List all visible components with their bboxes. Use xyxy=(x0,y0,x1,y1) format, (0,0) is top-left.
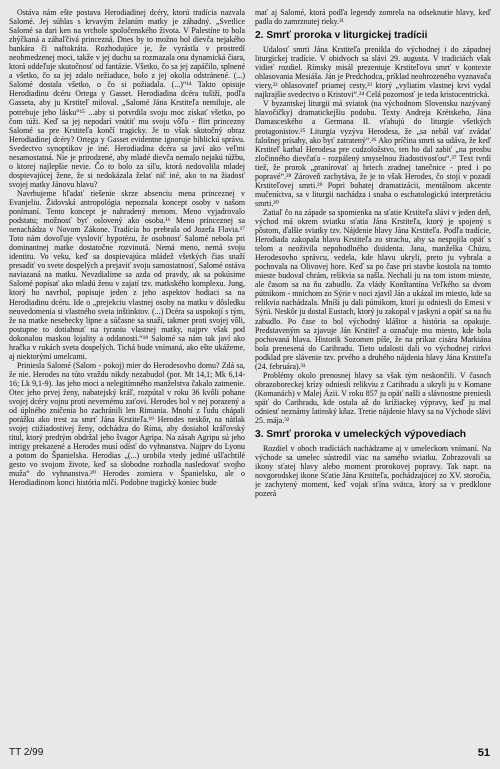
paragraph: mať aj Salomé, ktorá podľa legendy zomrela na odseknutie hlavy, keď padla do zamrznutej rieky.²¹ xyxy=(255,8,491,27)
text-columns xyxy=(9,8,492,744)
paragraph: Udalosť smrti Jána Krstiteľa prenikla do východnej i do západnej liturgickej tradície. V obidvoch sa slávi 29. augusta. V tradiciách však vidieť rozdiel. Rímsky misál prezentuje Krstiteľovu smrť v kontexte ohlasovania Mesiáša. Ján je Predchodca, príklad neohrozeného vyznavača viery,²² ohlasovateľ priamej cesty,²³ ktorý „vyliatím vlastnej krvi vydal najkrajšie svedectvo o Kristovi“.²⁴ Celá pozornosť je teda kristocentrická. xyxy=(255,45,491,100)
paragraph: Rozdiel v oboch tradíciách nachádzame aj v umeleckom vnímaní. Na východe sa umelec sústredil viac na samého sviatku. Zobrazovali sa ikony sťatej hlavy alebo moment prorokovej popravy. Tak napr. na novgorodskej ikone Sťatie Jána Krstiteľa, pochádzajúcej zo XV. storočia, je zachytený moment, keď vojak sťína svätca, ktorý sa v predklone pozerá xyxy=(255,444,491,499)
paragraph: Zatiaľ čo na západe sa spomienka na sťatie Krstiteľa slávi v jeden deň, východ má okrem sviatku sťatia Jána Krstiteľa, ktorý je spojený s pôstom, ďalšie sviatky tzv. Nájdenie hlavy Jána Krstiteľa. Podľa tradície, Herodiada zakopala hlavu Krstiteľa zo strachu, aby sa nespojila opäť s telom a neoživila nepohodlného disidenta. Jana, manželka Chúzu, Herodesovho správcu, vedela, kde hlavu ukryli, preto ju vybrala a pochovala na Olivovej hore. Keď sa po čase pri stavbe kostola na tomto mieste budoval chrám, relikvia sa našla. Nechali ju na tom istom mieste, ale časom sa na ňu zabudlo. Za vlády Konštantína Veľkého sa dvom pútnikom - mníchom zo Sýrie v noci zjavil Ján a ukázal im miesto, kde sa relikvia nachádzala. Mníši ju dali pútnikom, ktorí ju odniesli do Emesi v Sýrii. Neskôr ju dostal Eustach, ktorý ju zakopal v jaskyni a opäť sa na ňu zabudlo. Po čase to bol východný kláštor a história sa opakuje. Predstaveným sa zjavuje Ján Krstiteľ a označuje mu miesto, kde bola pochovaná hlava. Historik Sozomen píše, že na príkaz cisára Markiána bola prenesená do Carihradu. Tieto udalosti dali vo východnej cirkvi podklad pre slávenie tzv. prvého a druhého nájdenia hlavy Jána Krstiteľa (24. februára).³¹ xyxy=(255,207,491,371)
page-footer xyxy=(9,747,490,759)
paragraph: Priniesla Salomé (Salom - pokoj) mier do Herodesovho domu? Zdá sa, že nie. Herodes na túto vraždu nikdy nezabudol (por. Mt 14,1; Mk 6,14-16; Lk 9,1-9). Jas jeho moci a nelegitímného manželstva čakalo zatmenie. Otec jeho prvej ženy, nabatejský kráľ, rozpútal v roku 36 kvôli pohane svojej dcéry vojnu proti nevernému zaťovi. Herodes bol v nej porazený a od úplného zničenia ho zachránili len Rimania. Mnohí z ľudu chápali porážku ako trest za smrť Jána Krstiteľa.¹⁹ Herodes neskôr, na nátlak svojej ctižiadostivej ženy, odchádza do Ríma, aby dosiahol kráľovský titul, ktorý predtým obdržal jeho švagor Agripa. Na zásah Agripu sú jeho intrigy prekazené a Herodes musí odísť do vyhnanstva. Najprv do Lyonu a potom do Španielska. Herodias „(...) urobila vtedy jediné ušľachtilé gesto vo svojom živote, keď sa slobodne rozhodla nasledovať svojho muža“ do vyhnanstva.²⁰ Herodes zomiera v Španielsku, ale o Herodiadinom konci história mlčí. Podobne tragický koniec bude xyxy=(9,360,245,488)
left-column xyxy=(9,8,245,744)
paragraph: Ostáva nám ešte postava Herodiadinej dcéry, ktorú tradícia nazvala Salomé. Jej súhlas s krvavým želaním matky je záhadný. „Svetlice Salomé sa dari ken na vrchole spoločenského života. V Palestíne to bola zhýčkaná a záhaľčivá princezná. Dnes by to možno bol dievča nejakého bankára či naftokráta. Rozhodujúce je, že vyrástla v prostredí neobmedzenej moci, takže v jej duchu sa rozmazala ona dynamická čiara, ktorá oddeľuje skutočnosť od fantázie. Všetko, čo sa jej zapáčilo, splnené a všetko, čo sa jej zdalo nežiaduce, bolo z jej okolia odstránené. (...) Salomé dostala všetko, o čo si požiadala. (...)“¹⁴ Takto opisuje Herodiadinu dcéru Ortega y Gasset. Herodiadina dcéra tušiží, podľa Gasseta, aby ju Krstiteľ miloval. „Salomé Jána Krstiteľa nemiluje, ale potrebuje jeho lásku“¹⁵ ...aby si potvrdila svoju moc získať všetko, po čom túži. Keď sa jej nepodarí vnútiť mu svoju vôľu - flirt princezny Salomé sa pre Krstiteľa končí tragicky. Je to však skutočný obraz Herodiadinej dcéry? Ortega y Gasset evidentne ignoruje biblickú správu. Svedectvo synoptikov je iné. Herodiadina dcéra sa javí ako veľmi nesamostatná. Nie je prirodzené, aby mladé dievča nemalo nejakú túžbu, o ktorej najlepšie nevie. Čo to bolo za síľu, ktorá nedovolila mladej dospievajúcej žene, že si nedokázala želať nič iné, ako to na žiadosť svojej matky Jánovu hlavu? xyxy=(9,8,245,189)
issue-label: TT 2/99 xyxy=(9,747,44,758)
paragraph: Problémy okolo prenosnej hlavy sa však tým neskončili. V časoch obrazoboreckej krízy odniesli relikviu z Carihradu a ukryli ju v Komane (Komanách) v Malej Ázii. V roku 857 ju opäť našli a slávnostne preniesli späť do Carihradu, kde ostala až do križiackej výpravy, keď ju mal odniesť neznámy latinský kňaz. Tretie nájdenie hlavy sa na Východe slávi 25. mája.³² xyxy=(255,370,491,426)
paragraph: V byzantskej liturgii má sviatok (na východnom Slovensku nazývaný hlavočičky) dramatickejšiu podobu. Texty Andreja Krétskeho, Jána Damasceského a Germana II. vťahujú do liturgie všetkých protagonistov.²⁵ Liturgia vyzýva Herodesa, že „sa nebál vať zvádať falošnej prísahy, ako byť zatratený“.²⁶ Ako príčina smrti sa udáva, že keď Krstiteľ karhal Herodesa pre cudzoložstvo, ten ho dal zabiť „na prosbu zločinného dievčaťa - rozpálený smyselnou žiadostivosťou“.²⁷ Text tvrdí tiež, že prorok „pranírovať aj hriech zradnej tanečnice - pred i po popravé“.²⁸ Zároveň zachytáva, že je to však Herodes, čo stojí v pozadí Krstiteľovej smrti.²⁹ Popri bohatej dramatizácii, mentálnom akcente mučeníctva, sa v liturgii nachádza i snaha o eschatologickú interpretáciu smrti.³⁰ xyxy=(255,99,491,208)
page-number: 51 xyxy=(477,747,490,759)
right-column xyxy=(255,8,491,744)
section-heading: 3. Smrť proroka v umeleckých výpovediach xyxy=(255,429,466,441)
paragraph: Navrhujeme hľadať riešenie skrze absenciu mena princeznej v Evanjeliu. Židovská antropológia nepoznala koncept osoby v našom ponímaní. Tento koncept je nahradený menom. Meno vyjadrovalo podstatu; možnosť byť oslovený ako osoba.¹⁶ Meno princeznej sa nenachádza v Novom Zákone. Tradícia ho prebrala od Jozefa Flavia.¹⁷ Toto nám dovoľuje vysloviť hypotézu, že osobnosť Salomé nebola pri dominantnej matke dostatočne rozvinutá. Nemá meno, nemá svoju identitu. Vo veku, keď sa dospievajúca mládež všetkých čias snaží presadiť vo svete dospelých a prejaviť svoju samostatnosť, Salomé ostáva naviazaná na matku. Nevzdialime sa azda od pravdy, ak sa pokúsime Salomé popísať ako mladú ženu v zajatí tzv. matkského komplexu. Jung, ktorý ho navrhol, popisuje jeden z jeho aspektov hodiaci sa na Herodiadinu dcéru. Ide o „prejekciu vlastnej osoby na matku v dôsledku neuvedomenia si vlastného sveta inštinktov. (...) Dcéra sa uspokojí s tým, že na matke nesebecky lipne a súčasne sa snaží, takmer proti svojej vôli, postupne to dotiahnuť na tyraniu vlastnej matky, najprv však pod dokonalou maskou lojality a oddanosti.“¹⁸ Salomé sa nám tak javí ako hračka v rukách sveta dospelých. Tichá bude vnímaná, ako ešte ukážeme, aj niektorými umelcami. xyxy=(9,188,245,361)
section-heading: 2. Smrť proroka v liturgickej tradícii xyxy=(255,30,428,42)
